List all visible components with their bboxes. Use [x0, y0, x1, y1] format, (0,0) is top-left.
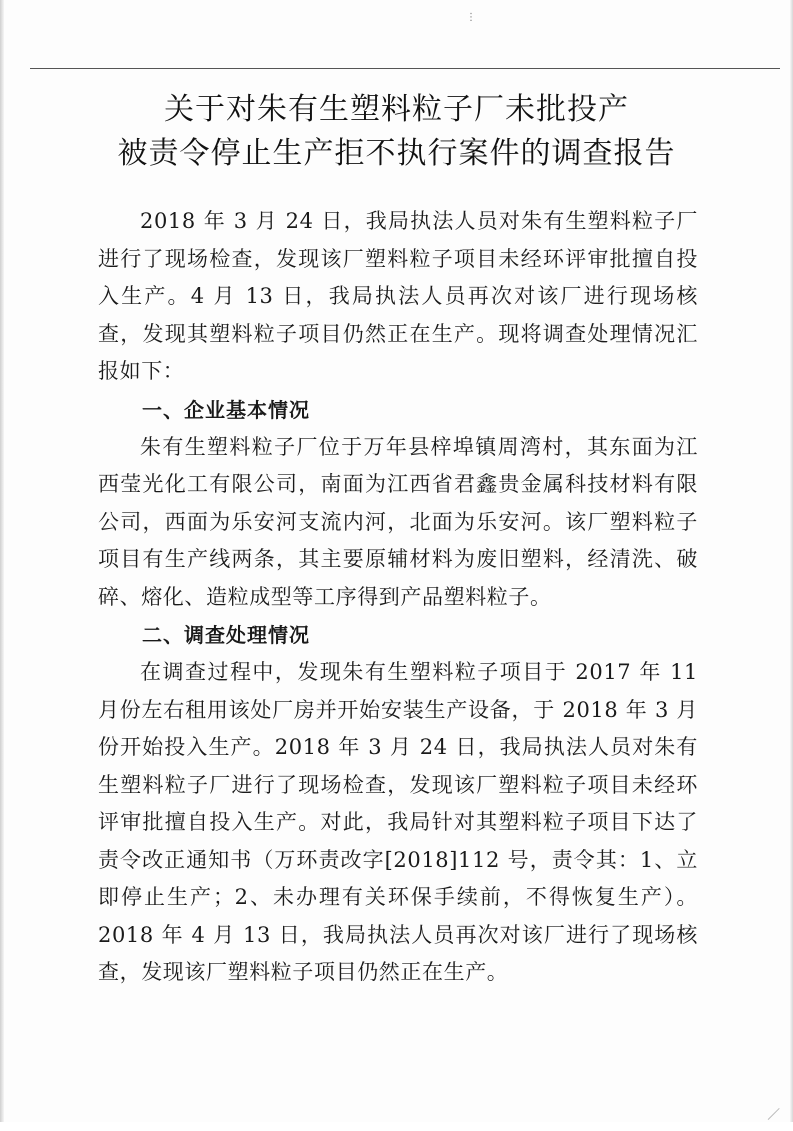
investigation-paragraph: 在调查过程中，发现朱有生塑料粒子项目于 2017 年 11 月份左右租用该处厂房并开始安装生产设备，于 2018 年 3 月份开始投入生产。2018 年 3 月 24 日，我局执法人员对朱有生塑料粒子厂进行了现场检查，发现该厂塑料粒子项目未经环评审批擅自投入生产。对此，我局针对其塑料粒子项目下达了责令改正通知书（万环责改字[2018]112 号，责令其：1、立即停止生产；2、未办理有关环保手续前，不得恢复生产）。2018 年 4 月 13 日，我局执法人员再次对该厂进行了现场核查，发现该厂塑料粒子项目仍然正在生产。: [98, 660, 698, 984]
company-info-paragraph: 朱有生塑料粒子厂位于万年县梓埠镇周湾村，其东面为江西莹光化工有限公司，南面为江西省君鑫贵金属科技材料有限公司，西面为乐安河支流内河，北面为乐安河。该厂塑料粒子项目有生产线两条，其主要原辅材料为废旧塑料，经清洗、破碎、熔化、造粒成型等工序得到产品塑料粒子。: [98, 434, 698, 609]
header-rule: [30, 68, 780, 69]
section-heading-company-info: 一、企业基本情况: [142, 397, 310, 422]
scan-speck: ⋮: [466, 12, 476, 23]
intro-paragraph: 2018 年 3 月 24 日，我局执法人员对朱有生塑料粒子厂进行了现场检查，发现该厂塑料粒子项目未经环评审批擅自投入生产。4 月 13 日，我局执法人员再次对该厂进行现场核查，发现其塑料粒子项目仍然正在生产。现将调查处理情况汇报如下：: [98, 209, 698, 383]
scan-corner-mark: [768, 1108, 791, 1131]
report-body: [98, 203, 698, 992]
report-title-line1: 关于对朱有生塑料粒子厂未批投产: [164, 92, 629, 127]
section-heading-investigation: 二、调查处理情况: [142, 623, 310, 647]
report-title-line2: 被责令停止生产拒不执行案件的调查报告: [117, 136, 676, 171]
